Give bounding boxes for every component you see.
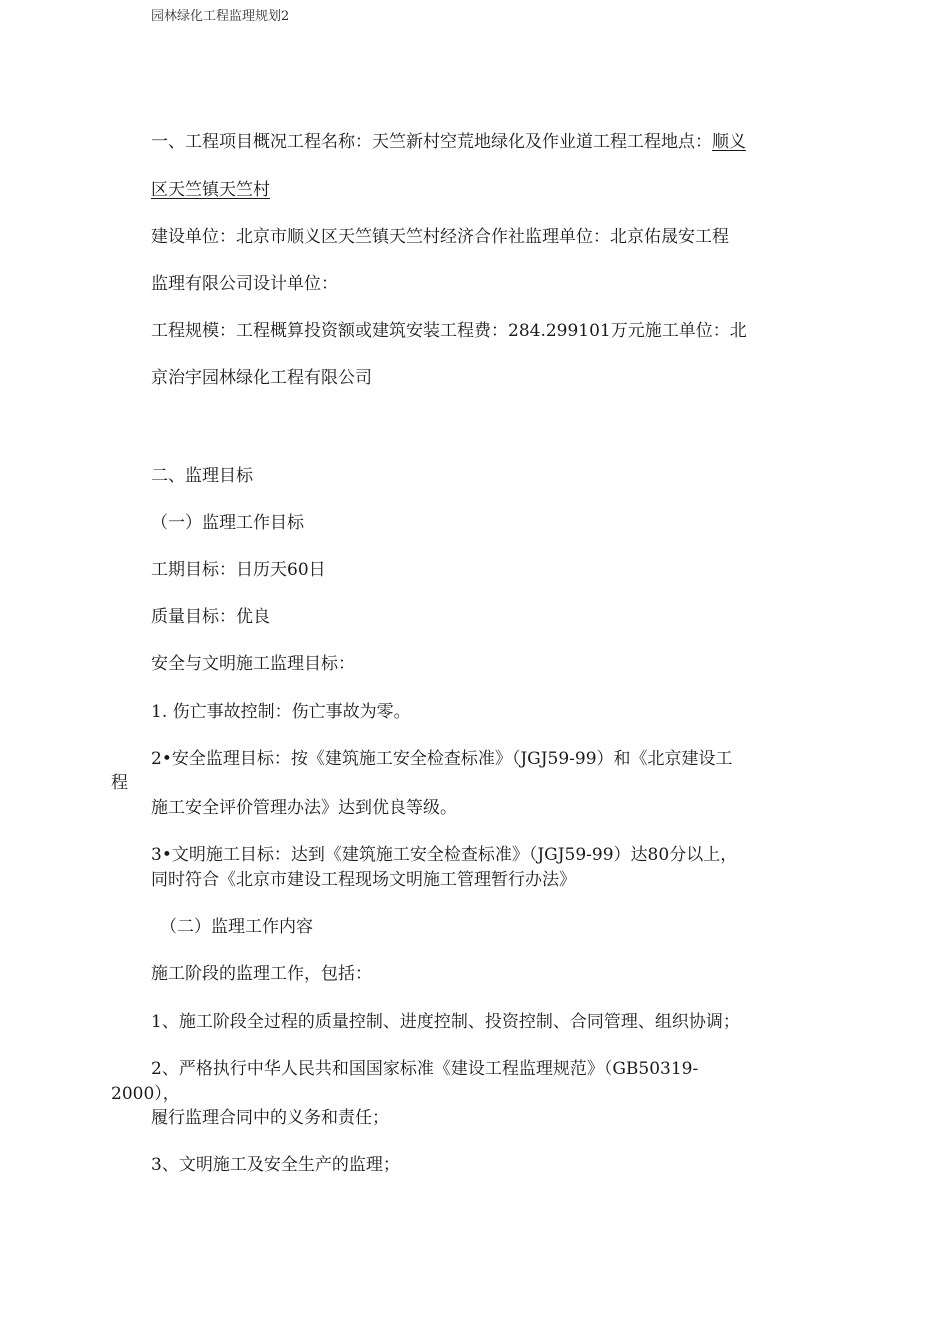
construction-stage-intro: 施工阶段的监理工作，包括： [151, 964, 372, 984]
content-item-2-line-2: 履行监理合同中的义务和责任； [151, 1108, 389, 1128]
subsection-heading-work-goals: （一）监理工作目标 [151, 513, 304, 533]
goal-item-3-line-2: 同时符合《北京市建设工程现场文明施工管理暂行办法》 [151, 870, 576, 890]
section-heading-supervision-goals: 二、监理目标 [151, 466, 253, 486]
document-header: 园林绿化工程监理规划2 [151, 9, 290, 24]
safety-goals-heading: 安全与文明施工监理目标： [151, 654, 355, 674]
project-overview-line-2: 区天竺镇天竺村 [151, 180, 270, 200]
content-item-3: 3、文明施工及安全生产的监理； [151, 1155, 400, 1175]
subsection-heading-work-content: （二）监理工作内容 [160, 917, 313, 937]
project-overview-text: 一、工程项目概况工程名称：天竺新村空荒地绿化及作业道工程工程地点： [151, 132, 712, 152]
project-overview-line-1 [151, 131, 746, 153]
project-scale-line: 工程规模：工程概算投资额或建筑安装工程费：284.299101万元施工单位：北 [151, 321, 747, 341]
goal-item-2-wrap: 程 [111, 773, 128, 793]
goal-item-1: 1. 伤亡事故控制：伤亡事故为零。 [151, 702, 411, 722]
project-location-text: 顺义 [712, 132, 746, 152]
supervision-unit-line: 监理有限公司设计单位： [151, 274, 338, 294]
quality-goal: 质量目标：优良 [151, 607, 270, 627]
goal-item-3-line-1: 3•文明施工目标：达到《建筑施工安全检查标准》（JGJ59-99）达80分以上， [151, 845, 738, 865]
content-item-1: 1、施工阶段全过程的质量控制、进度控制、投资控制、合同管理、组织协调； [151, 1012, 740, 1032]
construction-company-line: 京治宇园林绿化工程有限公司 [151, 368, 372, 388]
goal-item-2-line-2: 施工安全评价管理办法》达到优良等级。 [151, 798, 457, 818]
construction-unit-line: 建设单位：北京市顺义区天竺镇天竺村经济合作社监理单位：北京佑晟安工程 [151, 227, 729, 247]
content-item-2-wrap: 2000）， [111, 1084, 180, 1104]
goal-item-2-line-1: 2•安全监理目标：按《建筑施工安全检查标准》（JGJ59-99）和《北京建设工 [151, 749, 733, 769]
content-item-2-line-1: 2、严格执行中华人民共和国国家标准《建设工程监理规范》（GB50319- [151, 1059, 699, 1079]
duration-goal: 工期目标：日历天60日 [151, 560, 326, 580]
